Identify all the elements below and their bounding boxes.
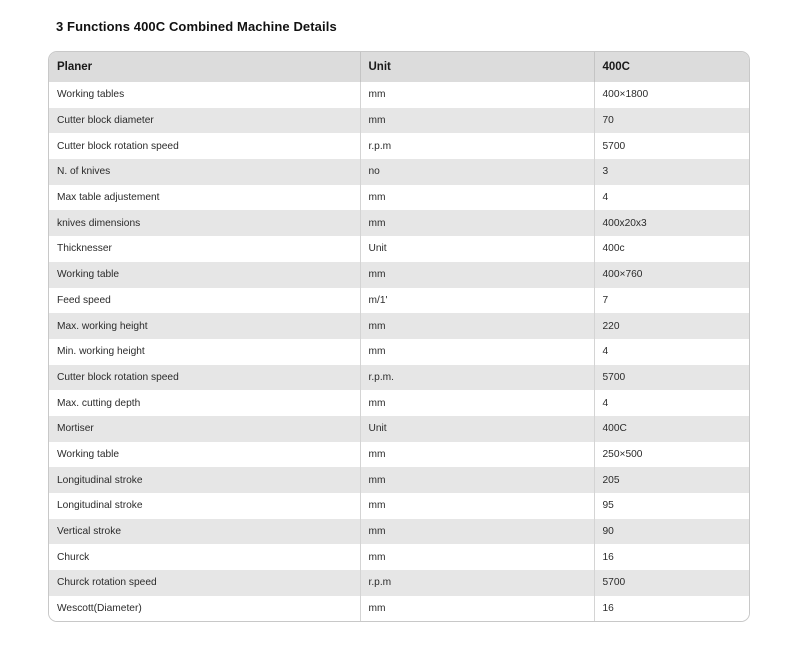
cell-value: 4 <box>594 185 749 211</box>
table-row <box>49 365 749 391</box>
specs-table <box>49 52 749 621</box>
cell-feature: N. of knives <box>49 159 360 185</box>
cell-unit: mm <box>360 493 594 519</box>
column-header-feature: Planer <box>49 52 360 82</box>
cell-unit: mm <box>360 262 594 288</box>
cell-feature: Longitudinal stroke <box>49 467 360 493</box>
cell-feature: Cutter block diameter <box>49 108 360 134</box>
table-row <box>49 416 749 442</box>
cell-value: 400×1800 <box>594 82 749 108</box>
cell-value: 400c <box>594 236 749 262</box>
table-row <box>49 108 749 134</box>
table-row <box>49 236 749 262</box>
cell-value: 95 <box>594 493 749 519</box>
table-row <box>49 82 749 108</box>
cell-feature: Max table adjustement <box>49 185 360 211</box>
table-header-row <box>49 52 749 82</box>
cell-unit: mm <box>360 544 594 570</box>
cell-feature: Max. cutting depth <box>49 390 360 416</box>
table-row <box>49 519 749 545</box>
cell-unit: r.p.m <box>360 570 594 596</box>
cell-value: 4 <box>594 390 749 416</box>
cell-feature: Churck <box>49 544 360 570</box>
cell-value: 220 <box>594 313 749 339</box>
table-row <box>49 159 749 185</box>
cell-value: 3 <box>594 159 749 185</box>
table-row <box>49 442 749 468</box>
cell-unit: mm <box>360 210 594 236</box>
cell-feature: Cutter block rotation speed <box>49 133 360 159</box>
cell-value: 400x20x3 <box>594 210 749 236</box>
page-title: 3 Functions 400C Combined Machine Details <box>56 19 337 34</box>
cell-feature: Mortiser <box>49 416 360 442</box>
cell-unit: mm <box>360 390 594 416</box>
cell-unit: r.p.m. <box>360 365 594 391</box>
table-row <box>49 262 749 288</box>
cell-unit: no <box>360 159 594 185</box>
cell-feature: Churck rotation speed <box>49 570 360 596</box>
cell-value: 400×760 <box>594 262 749 288</box>
table-row <box>49 288 749 314</box>
cell-feature: Working table <box>49 442 360 468</box>
cell-unit: r.p.m <box>360 133 594 159</box>
cell-value: 4 <box>594 339 749 365</box>
cell-feature: Wescott(Diameter) <box>49 596 360 622</box>
cell-value: 16 <box>594 596 749 622</box>
table-row <box>49 390 749 416</box>
cell-unit: mm <box>360 313 594 339</box>
cell-value: 5700 <box>594 133 749 159</box>
cell-feature: Max. working height <box>49 313 360 339</box>
cell-unit: mm <box>360 185 594 211</box>
table-row <box>49 544 749 570</box>
table-row <box>49 210 749 236</box>
cell-unit: mm <box>360 519 594 545</box>
cell-value: 5700 <box>594 570 749 596</box>
cell-value: 70 <box>594 108 749 134</box>
cell-feature: Working tables <box>49 82 360 108</box>
column-header-unit: Unit <box>360 52 594 82</box>
cell-feature: Thicknesser <box>49 236 360 262</box>
cell-feature: Min. working height <box>49 339 360 365</box>
cell-value: 5700 <box>594 365 749 391</box>
column-header-value: 400C <box>594 52 749 82</box>
cell-feature: Longitudinal stroke <box>49 493 360 519</box>
cell-value: 90 <box>594 519 749 545</box>
cell-feature: Working table <box>49 262 360 288</box>
cell-unit: Unit <box>360 236 594 262</box>
table-row <box>49 570 749 596</box>
table-row <box>49 596 749 622</box>
table-row <box>49 339 749 365</box>
table-row <box>49 493 749 519</box>
cell-unit: mm <box>360 108 594 134</box>
specs-table-container <box>48 51 750 622</box>
cell-unit: m/1' <box>360 288 594 314</box>
cell-feature: knives dimensions <box>49 210 360 236</box>
table-row <box>49 467 749 493</box>
table-row <box>49 313 749 339</box>
cell-unit: mm <box>360 467 594 493</box>
cell-unit: Unit <box>360 416 594 442</box>
cell-unit: mm <box>360 442 594 468</box>
table-body <box>49 82 749 621</box>
cell-unit: mm <box>360 82 594 108</box>
cell-value: 16 <box>594 544 749 570</box>
cell-unit: mm <box>360 339 594 365</box>
cell-value: 205 <box>594 467 749 493</box>
cell-feature: Vertical stroke <box>49 519 360 545</box>
cell-value: 7 <box>594 288 749 314</box>
cell-unit: mm <box>360 596 594 622</box>
cell-value: 250×500 <box>594 442 749 468</box>
table-row <box>49 133 749 159</box>
table-row <box>49 185 749 211</box>
cell-feature: Feed speed <box>49 288 360 314</box>
cell-value: 400C <box>594 416 749 442</box>
cell-feature: Cutter block rotation speed <box>49 365 360 391</box>
